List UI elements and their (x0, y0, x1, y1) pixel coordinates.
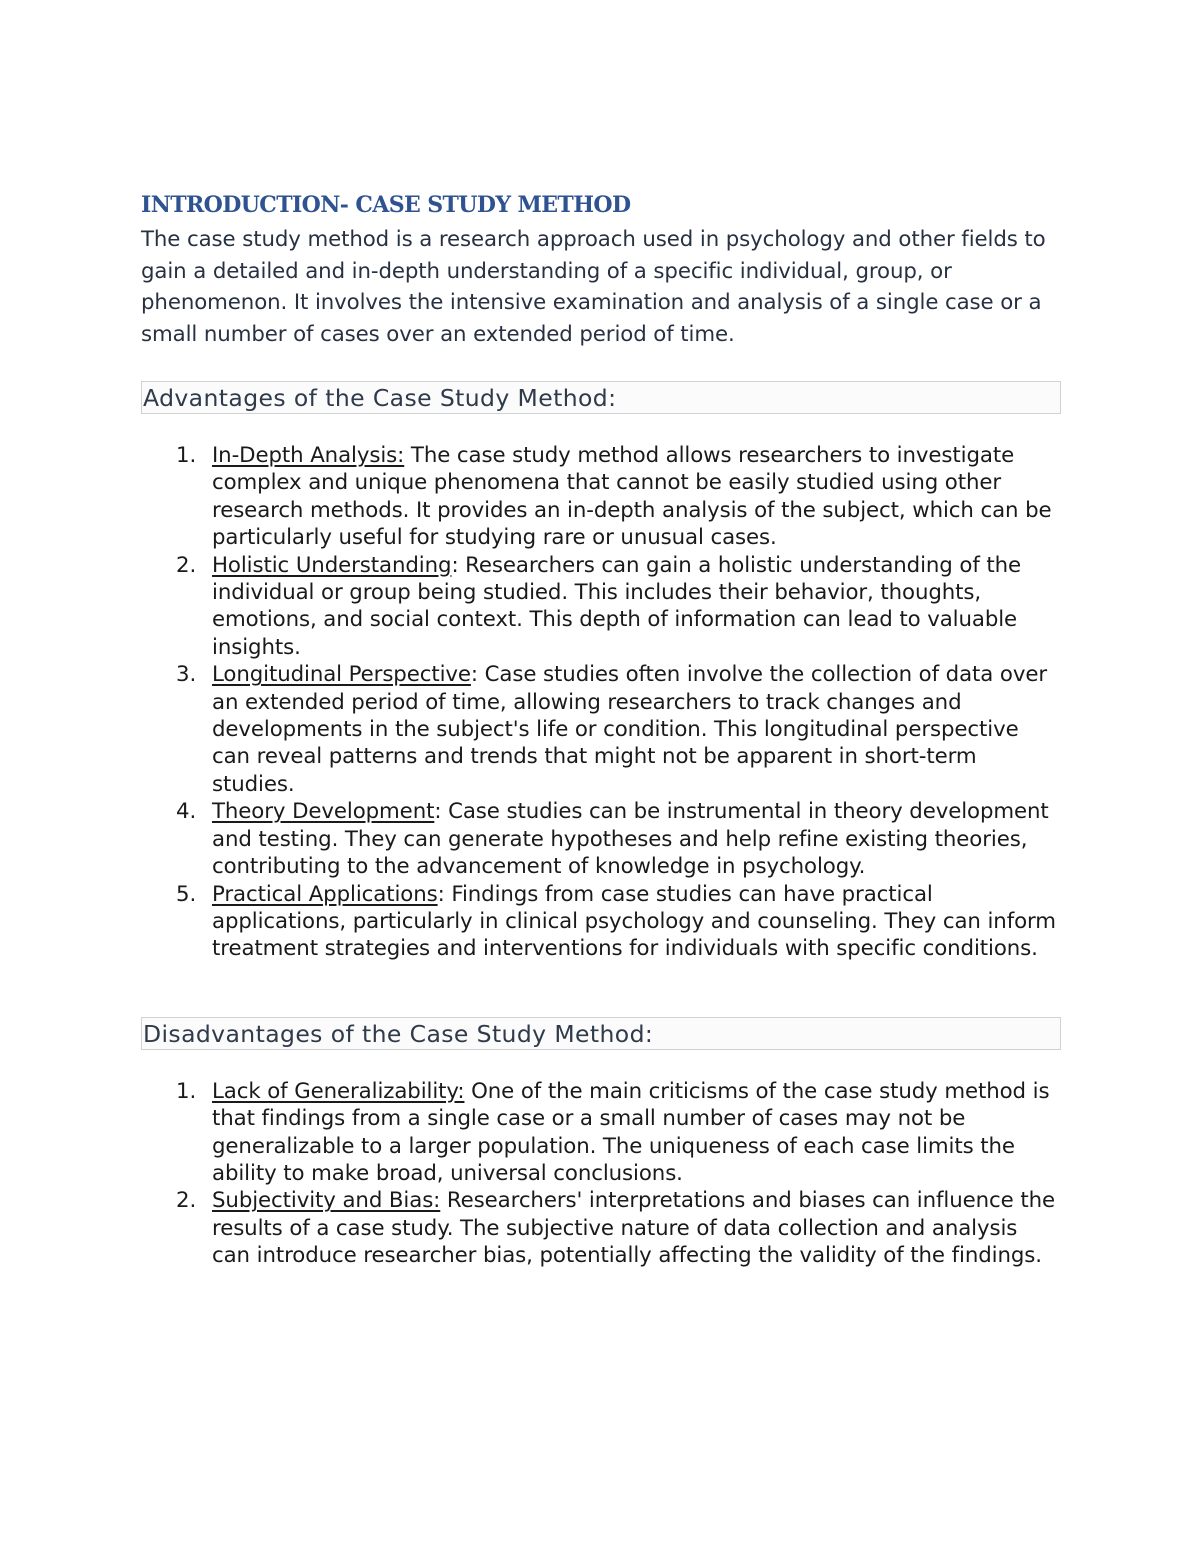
item-term: Longitudinal Perspective (212, 662, 471, 688)
item-text: : Case studies often involve the collection of data over an extended period of time, allowing researchers to track changes and developments in the subject's life or condition. This longitudinal perspective can reveal patterns and trends that might not be apparent in short-term studies. (212, 662, 1048, 797)
item-term: Lack of Generalizability: (212, 1078, 465, 1104)
list-item (212, 552, 1061, 662)
item-text: : Researchers can gain a holistic understanding of the individual or group being studied. This includes their behavior, thoughts, emotions, and social context. This depth of information can lead to valuable insights. (212, 552, 1022, 660)
list-item (212, 798, 1061, 880)
item-text: : Case studies can be instrumental in theory development and testing. They can generate hypotheses and help refine existing theories, contributing to the advancement of knowledge in psychology. (212, 799, 1049, 880)
list-item (212, 1187, 1061, 1269)
intro-title: INTRODUCTION- CASE STUDY METHOD (141, 192, 631, 218)
item-text: : Findings from case studies can have practical applications, particularly in clinical psychology and counseling. They can inform treatment strategies and interventions for individuals with specific conditions. (212, 881, 1056, 962)
item-text: Researchers' interpretations and biases can influence the results of a case study. The subjective nature of data collection and analysis can introduce researcher bias, potentially affecting the validity of the findings. (212, 1188, 1055, 1269)
item-term: In-Depth Analysis: (212, 443, 405, 468)
document-page (141, 190, 1061, 1270)
disadvantages-heading: Disadvantages of the Case Study Method: (141, 1017, 1061, 1050)
item-text: One of the main criticisms of the case study method is that findings from a single case or a small number of cases may not be generalizable to a larger population. The uniqueness of each case limits the ability to make broad, universal conclusions. (212, 1078, 1050, 1186)
item-term: Subjectivity and Bias: (212, 1188, 441, 1214)
advantages-heading: Advantages of the Case Study Method: (141, 381, 1061, 414)
list-item (212, 442, 1061, 552)
advantages-list (141, 442, 1061, 963)
item-term: Holistic Understanding (212, 552, 452, 578)
item-term: Practical Applications (212, 881, 438, 907)
list-item (212, 1078, 1061, 1188)
intro-paragraph: The case study method is a research approach used in psychology and other fields to gain a detailed and in-depth understanding of a specific individual, group, or phenomenon. It involves the intensive examination and analysis of a single case or a small number of cases over an extended period of time. (141, 227, 1046, 347)
item-term: Theory Development (212, 799, 435, 825)
item-text: The case study method allows researchers to investigate complex and unique phenomena that cannot be easily studied using other research methods. It provides an in-depth analysis of the subject, which can be particularly useful for studying rare or unusual cases. (212, 443, 1052, 551)
disadvantages-list (141, 1078, 1061, 1270)
list-item (212, 661, 1061, 798)
list-item (212, 881, 1061, 963)
